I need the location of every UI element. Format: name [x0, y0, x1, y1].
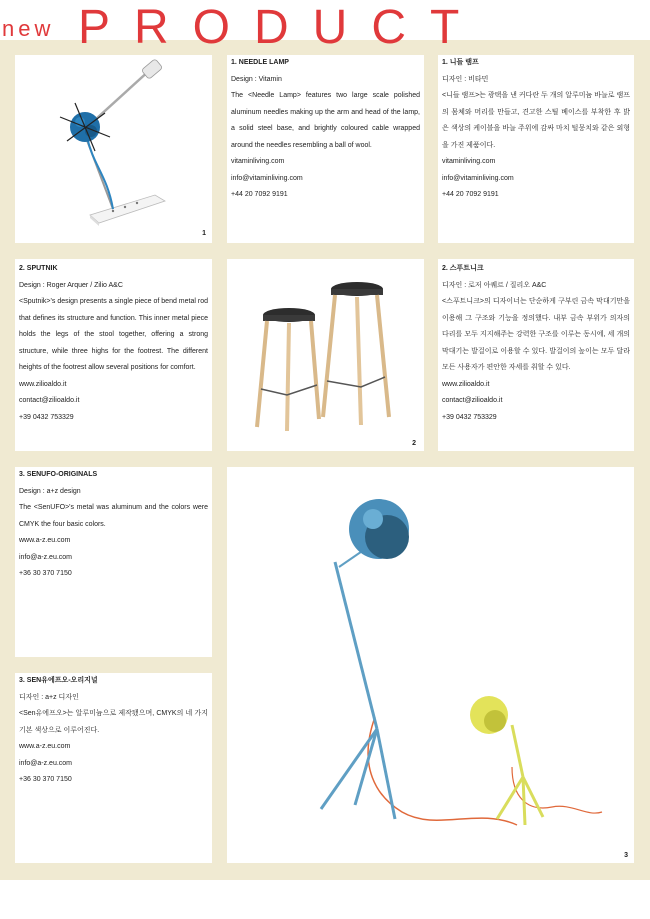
item-designer: Design : a+z design — [19, 487, 81, 495]
item-designer: Design : Roger Arquer / Zilio A&C — [19, 281, 123, 289]
header-product: PRODUCT — [78, 1, 484, 54]
image-number: 1 — [202, 230, 206, 237]
item-email: info@a-z.eu.com — [19, 553, 73, 561]
item-website: www.a-z.eu.com — [19, 743, 71, 750]
text-panel-sputnik-en — [15, 259, 212, 451]
item-designer: Design : Vitamin — [231, 75, 282, 83]
item-phone: +44 20 7092 9191 — [442, 191, 499, 198]
image-number: 2 — [412, 440, 416, 447]
item-email: info@vitaminliving.com — [442, 174, 514, 182]
item-phone: +36 30 370 7150 — [19, 776, 72, 783]
item-designer: 디자인 : 비타민 — [442, 75, 489, 83]
text-panel-sputnik-ko — [438, 259, 634, 451]
text-panel-needle-lamp-en — [227, 55, 424, 243]
item-title: 2. 스푸트니크 — [442, 265, 484, 272]
item-email: contact@zilioaldo.it — [19, 397, 80, 404]
item-title: 3. SENUFO-ORIGINALS — [19, 471, 98, 478]
item-title: 1. 니들 램프 — [442, 59, 479, 66]
sputnik-stools-image — [227, 259, 424, 451]
item-designer: 디자인 : 로저 아퀘르 / 질리오 A&C — [442, 281, 547, 289]
text-panel-senufo-en — [15, 467, 212, 657]
item-description: <니들 램프>는 광택을 낸 커다란 두 개의 알루미늄 바늘로 램프의 몸체와 머리를 만들고, 견고한 스틸 베이스를 부착한 후 밝은 색상의 케이블을 바늘 주위에 감싸 마치 털뭉치와 같은 외형을 가진 제품이다. — [442, 92, 630, 149]
item-website: vitaminliving.com — [231, 158, 285, 165]
item-description: <스푸트니크>의 디자이너는 단순하게 구부린 금속 막대기만을 이용해 그 구조와 기능을 정의했다. 내부 금속 부위가 의자의 다리를 모두 지지해주는 강력한 구조를 이루는 동시에, 세 개의 막대기는 발걸이로 이용할 수 있다. 발걸이의 높이는 모두 달라 모든 사용자가 편안한 자세를 취할 수 있다. — [442, 298, 630, 371]
item-title: 3. SEN유에프오-오리지널 — [19, 677, 98, 684]
item-phone: +36 30 370 7150 — [19, 570, 72, 577]
text-panel-senufo-ko — [15, 673, 212, 863]
item-title: 1. NEEDLE LAMP — [231, 59, 289, 66]
item-phone: +39 0432 753329 — [442, 413, 497, 421]
item-description: The <SenUFO>'s metal was aluminum and the colors were CMYK the four basic colors. — [19, 504, 208, 528]
needle-lamp-image — [15, 55, 212, 243]
item-description: <Sputnik>'s design presents a single piece of bend metal rod that defines its structure and function. This inner metal piece holds the legs of the stool together, offering a strong structure, while three highs for the footrest. The different heights of the footrest allow several positions for comfort. — [19, 298, 208, 371]
text-panel-needle-lamp-ko — [438, 55, 634, 243]
item-description: The <Needle Lamp> features two large scale polished aluminum needles making up the arm and head of the lamp, a solid steel base, and brightly coloured cable wrapped around the needles resembling a ball of wool. — [231, 92, 420, 149]
item-email: info@a-z.eu.com — [19, 759, 73, 767]
header-new: new — [2, 16, 55, 41]
item-title: 2. SPUTNIK — [19, 265, 58, 272]
senufo-lamps-image — [227, 467, 634, 863]
item-website: www.zilioaldo.it — [19, 380, 67, 388]
image-panel-sputnik — [227, 259, 424, 451]
item-designer: 디자인 : a+z 디자인 — [19, 693, 79, 701]
item-website: www.zilioaldo.it — [442, 380, 490, 388]
item-website: vitaminliving.com — [442, 158, 496, 165]
item-phone: +39 0432 753329 — [19, 413, 74, 421]
item-description: <Sen유에프오>는 알루미늄으로 제작됐으며, CMYK의 네 가지 기본 색상으로 이루어진다. — [19, 710, 208, 734]
item-phone: +44 20 7092 9191 — [231, 191, 288, 198]
image-number: 3 — [624, 852, 628, 859]
item-email: info@vitaminliving.com — [231, 174, 303, 182]
image-panel-needle-lamp — [15, 55, 212, 243]
item-website: www.a-z.eu.com — [19, 537, 71, 544]
item-email: contact@zilioaldo.it — [442, 397, 503, 404]
image-panel-senufo — [227, 467, 634, 863]
